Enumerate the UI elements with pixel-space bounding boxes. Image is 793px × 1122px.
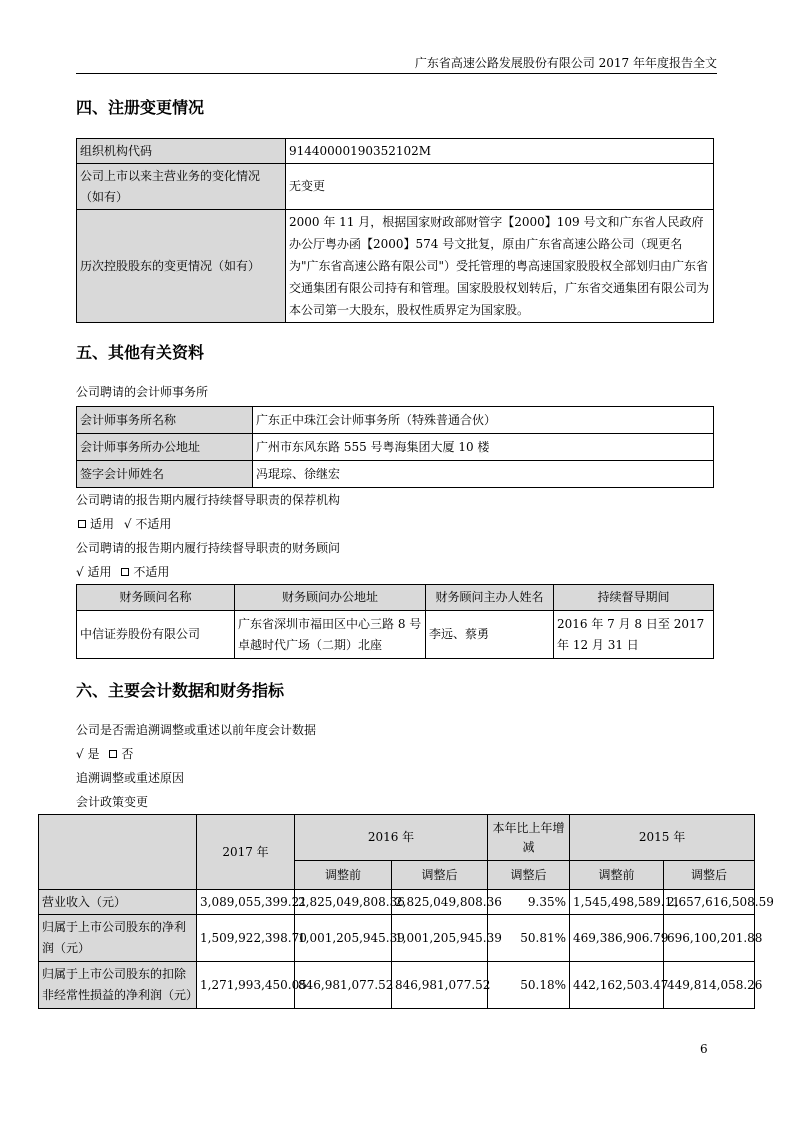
table-row	[77, 434, 714, 461]
check-mark-icon: √	[123, 517, 132, 531]
net-profit-2016-after: 1,001,205,945.39	[392, 915, 488, 962]
table-header-row	[39, 815, 755, 861]
checkbox-icon	[121, 568, 129, 576]
restate-choice: √ 是 否	[76, 747, 134, 761]
revenue-2015-before: 1,545,498,589.11	[570, 890, 664, 915]
firm-address-value: 广州市东风东路 555 号粤海集团大厦 10 楼	[253, 434, 714, 461]
firm-address-label: 会计师事务所办公地址	[77, 434, 253, 461]
report-header: 广东省高速公路发展股份有限公司 2017 年年度报告全文	[414, 56, 717, 70]
firm-name-value: 广东正中珠江会计师事务所（特殊普通合伙）	[253, 407, 714, 434]
registration-table	[76, 138, 714, 323]
subheader-2016-after: 调整后	[392, 861, 488, 890]
adjusted-net-profit-2016-after: 846,981,077.52	[392, 962, 488, 1009]
revenue-label: 营业收入（元）	[39, 890, 197, 915]
sponsor-intro: 公司聘请的报告期内履行持续督导职责的保荐机构	[76, 493, 341, 507]
year-2015-header: 2015 年	[570, 815, 755, 861]
revenue-change: 9.35%	[488, 890, 570, 915]
advisor-period-header: 持续督导期间	[554, 585, 714, 611]
section-5-heading: 五、其他有关资料	[76, 343, 205, 362]
checkbox-icon	[109, 750, 117, 758]
advisor-sponsor-header: 财务顾问主办人姓名	[426, 585, 554, 611]
check-mark-icon: √	[76, 747, 84, 761]
accountant-table	[76, 406, 714, 488]
firm-name-label: 会计师事务所名称	[77, 407, 253, 434]
revenue-2016-after: 2,825,049,808.36	[392, 890, 488, 915]
subheader-2015-before: 调整前	[570, 861, 664, 890]
advisor-address: 广东省深圳市福田区中心三路 8 号卓越时代广场（二期）北座	[235, 611, 426, 659]
accountant-names-label: 签字会计师姓名	[77, 461, 253, 488]
advisor-name-header: 财务顾问名称	[77, 585, 235, 611]
accountant-names-value: 冯琨琮、徐继宏	[253, 461, 714, 488]
shareholder-change-label: 历次控股股东的变更情况（如有）	[77, 210, 286, 323]
business-change-label: 公司上市以来主营业务的变化情况（如有）	[77, 164, 286, 210]
advisor-table	[76, 584, 714, 659]
table-row	[39, 962, 755, 1009]
adjusted-net-profit-change: 50.18%	[488, 962, 570, 1009]
net-profit-2016-before: 1,001,205,945.39	[295, 915, 392, 962]
table-row	[77, 611, 714, 659]
net-profit-change: 50.81%	[488, 915, 570, 962]
restate-question: 公司是否需追溯调整或重述以前年度会计数据	[76, 723, 317, 737]
subheader-change-after: 调整后	[488, 861, 570, 890]
adjusted-net-profit-2015-before: 442,162,503.47	[570, 962, 664, 1009]
year-2016-header: 2016 年	[295, 815, 488, 861]
table-row	[39, 890, 755, 915]
section-4-heading: 四、注册变更情况	[76, 98, 205, 117]
subheader-2015-after: 调整后	[664, 861, 755, 890]
subheader-2016-before: 调整前	[295, 861, 392, 890]
restate-reason-value: 会计政策变更	[76, 795, 149, 809]
table-row	[77, 407, 714, 434]
section-6-heading: 六、主要会计数据和财务指标	[76, 681, 285, 700]
table-row	[39, 915, 755, 962]
advisor-name: 中信证券股份有限公司	[77, 611, 235, 659]
advisor-sponsors: 李远、蔡勇	[426, 611, 554, 659]
advisor-choice: √ 适用 不适用	[76, 565, 170, 579]
checkbox-icon	[78, 520, 86, 528]
header-rule	[76, 73, 717, 74]
restate-reason-label: 追溯调整或重述原因	[76, 771, 185, 785]
adjusted-net-profit-2017: 1,271,993,450.05	[197, 962, 295, 1009]
adjusted-net-profit-label: 归属于上市公司股东的扣除非经常性损益的净利润（元）	[39, 962, 197, 1009]
advisor-period: 2016 年 7 月 8 日至 2017 年 12 月 31 日	[554, 611, 714, 659]
check-mark-icon: √	[76, 565, 84, 579]
revenue-2016-before: 2,825,049,808.36	[295, 890, 392, 915]
business-change-value: 无变更	[286, 164, 714, 210]
table-row	[77, 210, 714, 323]
revenue-2015-after: 2,657,616,508.59	[664, 890, 755, 915]
org-code-value: 91440000190352102M	[286, 139, 714, 164]
table-header-row	[77, 585, 714, 611]
shareholder-change-value: 2000 年 11 月，根据国家财政部财管字【2000】109 号文和广东省人民政府办公厅粤办函【2000】574 号文批复，原由广东省高速公路公司（现更名为"广东省高速公路有限公司"）受托管理的粤高速国家股股权全部划归由广东省交通集团有限公司持有和管理。国家股股权划转后，广东省交通集团有限公司为本公司第一大股东，股权性质界定为国家股。	[286, 210, 714, 323]
org-code-label: 组织机构代码	[77, 139, 286, 164]
table-row	[77, 461, 714, 488]
yoy-change-header: 本年比上年增减	[488, 815, 570, 861]
table-row	[77, 139, 714, 164]
net-profit-2017: 1,509,922,398.70	[197, 915, 295, 962]
adjusted-net-profit-2016-before: 846,981,077.52	[295, 962, 392, 1009]
sponsor-choice: 适用 √ 不适用	[76, 516, 171, 532]
adjusted-net-profit-2015-after: 449,814,058.26	[664, 962, 755, 1009]
revenue-2017: 3,089,055,399.21	[197, 890, 295, 915]
advisor-address-header: 财务顾问办公地址	[235, 585, 426, 611]
net-profit-2015-after: 696,100,201.88	[664, 915, 755, 962]
advisor-intro: 公司聘请的报告期内履行持续督导职责的财务顾问	[76, 541, 341, 555]
accountant-intro: 公司聘请的会计师事务所	[76, 385, 209, 399]
financial-table	[38, 814, 774, 1009]
net-profit-2015-before: 469,386,906.79	[570, 915, 664, 962]
table-row	[77, 164, 714, 210]
year-2017-header: 2017 年	[197, 815, 295, 890]
net-profit-label: 归属于上市公司股东的净利润（元）	[39, 915, 197, 962]
blank-header-cell	[39, 815, 197, 890]
page-number: 6	[700, 1042, 708, 1056]
